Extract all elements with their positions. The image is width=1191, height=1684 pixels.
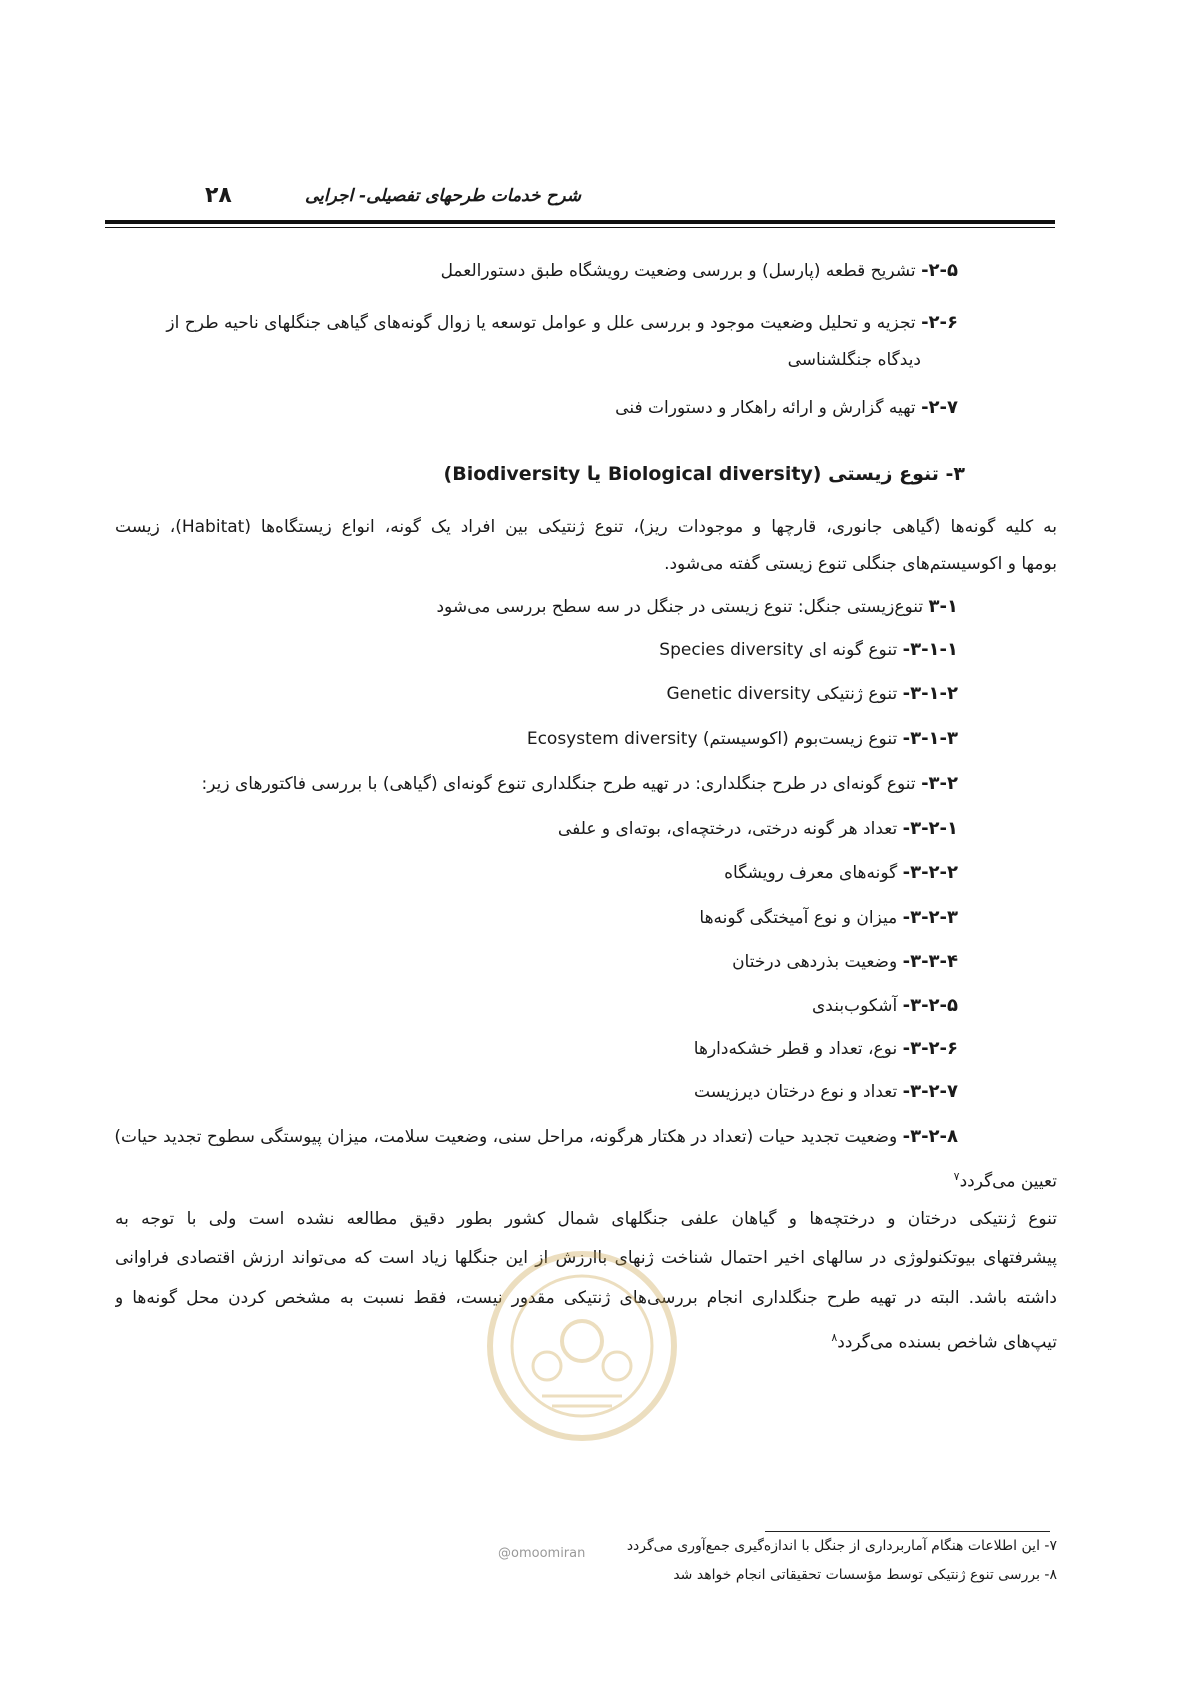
section-3-intro-line2: بومها و اکوسیستم‌های جنگلی تنوع زیستی گفته می‌شود. <box>664 554 1057 574</box>
item-3-2-7: ۳-۲-۷- تعداد و نوع درختان دیرزیست <box>694 1081 958 1102</box>
footnote-7: ۷- این اطلاعات هنگام آماربرداری از جنگل با اندازه‌گیری جمع‌آوری می‌گردد <box>626 1538 1057 1554</box>
item-3-1: ۳-۱ تنوع‌زیستی جنگل: تنوع زیستی در جنگل در سه سطح بررسی می‌شود <box>436 596 958 617</box>
item-3-2-3: ۳-۲-۳- میزان و نوع آمیختگی گونه‌ها <box>699 907 958 928</box>
item-3-2-8-continuation: تعیین می‌گردد$^۷$ <box>953 1170 1057 1192</box>
watermark-text: @omoomiran <box>498 1546 586 1561</box>
paragraph-line-3: داشته باشد. البته در تهیه طرح جنگلداری انجام بررسی‌های ژنتیکی مقدور نیست، فقط نسبت به مشخص کردن محل گونه‌ها و <box>115 1288 1057 1308</box>
item-3-2-6: ۳-۲-۶- نوع، تعداد و قطر خشکه‌دارها <box>693 1038 958 1059</box>
paragraph-line-1: تنوع ژنتیکی درختان و درختچه‌ها و گیاهان علفی جنگلهای شمال کشور بطور دقیق مطالعه نشده است ولی با توجه به <box>115 1209 1057 1229</box>
item-3-2: ۳-۲- تنوع گونه‌ای در طرح جنگلداری: در تهیه طرح جنگلداری تنوع گونه‌ای (گیاهی) با بررسی فاکتورهای زیر: <box>201 773 958 794</box>
item-2-6-continuation: دیدگاه جنگلشناسی <box>787 350 921 370</box>
item-3-2-1: ۳-۲-۱- تعداد هر گونه درختی، درختچه‌ای، بوته‌ای و علفی <box>557 818 958 839</box>
section-3-intro-line1: به کلیه گونه‌ها (گیاهی جانوری، قارچها و موجودات ریز)، تنوع ژنتیکی بین افراد یک گونه، انواع زیستگاه‌ها (Habitat)، زیست <box>115 517 1057 537</box>
item-3-1-1: ۳-۱-۱- تنوع گونه ای Species diversity <box>659 639 958 660</box>
footnote-rule <box>765 1531 1050 1532</box>
item-3-2-2: ۳-۲-۲- گونه‌های معرف رویشگاه <box>724 862 958 883</box>
footnote-8: ۸- بررسی تنوع ژنتیکی توسط مؤسسات تحقیقاتی انجام خواهد شد <box>673 1567 1057 1583</box>
item-2-6: ۲-۶- تجزیه و تحلیل وضعیت موجود و بررسی علل و عوامل توسعه یا زوال گونه‌های گیاهی جنگلهای ناحیه طرح از <box>166 312 958 333</box>
item-2-5: ۲-۵- تشریح قطعه (پارسل) و بررسی وضعیت رویشگاه طبق دستورالعمل <box>440 260 958 281</box>
footnote-ref-8: ۸ <box>831 1331 838 1344</box>
running-title: شرح خدمات طرحهای تفصیلی- اجرایی <box>304 186 581 206</box>
item-2-7: ۲-۷- تهیه گزارش و ارائه راهکار و دستورات فنی <box>615 397 958 418</box>
header-rule-thin <box>105 227 1055 228</box>
page-number: ۲۸ <box>205 183 232 208</box>
item-3-1-3: ۳-۱-۳- تنوع زیست‌بوم (اکوسیستم) Ecosystem diversity <box>526 728 958 749</box>
footnote-ref-7: ۷ <box>953 1170 960 1183</box>
item-3-2-5: ۳-۲-۵- آشکوب‌بندی <box>811 995 958 1016</box>
item-3-3-4: ۳-۳-۴- وضعیت بذردهی درختان <box>732 951 958 972</box>
seal-watermark-icon <box>482 1246 682 1446</box>
item-3-1-2: ۳-۱-۲- تنوع ژنتیکی Genetic diversity <box>666 683 958 704</box>
section-3-heading: ۳- تنوع زیستی (Biological diversity یا Biodiversity) <box>443 463 965 485</box>
item-3-2-8: ۳-۲-۸- وضعیت تجدید حیات (تعداد در هکتار هرگونه، مراحل سنی، وضعیت سلامت، میزان پیوستگی سطوح تجدید حیات) <box>114 1126 958 1147</box>
header-rule <box>105 220 1055 224</box>
paragraph-line-2: پیشرفتهای بیوتکنولوژی در سالهای اخیر احتمال شناخت ژنهای باارزش از این جنگلها زیاد است که می‌تواند ارزش اقتصادی فراوانی <box>115 1248 1057 1268</box>
paragraph-line-4: تیپ‌های شاخص بسنده می‌گردد$^۸$ <box>831 1331 1057 1353</box>
